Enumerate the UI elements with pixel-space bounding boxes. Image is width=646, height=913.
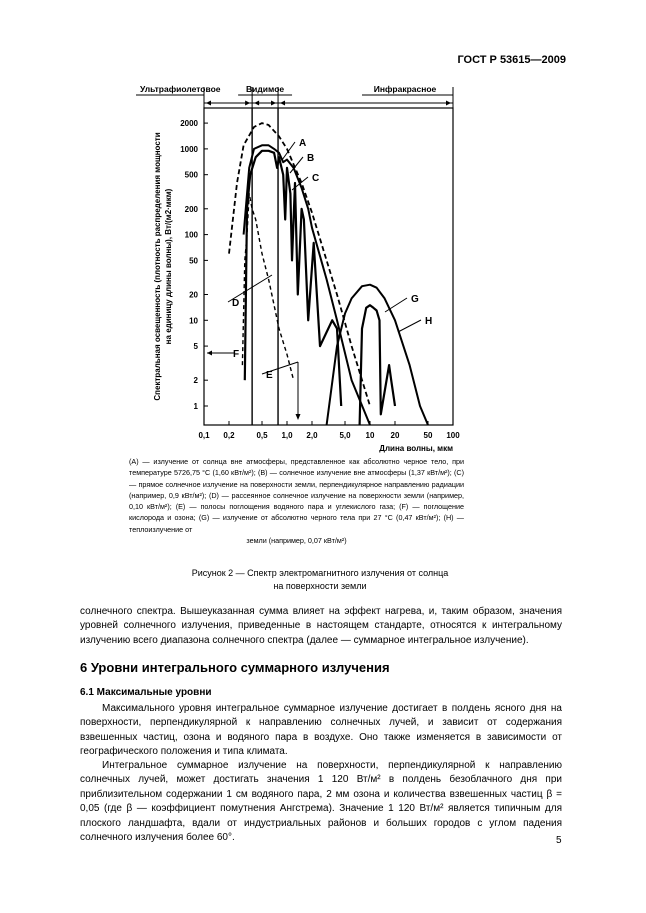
marker-arrow-e — [296, 414, 301, 420]
curve-label-c: C — [312, 173, 320, 184]
caption-line-2: на поверхности земли — [273, 581, 367, 591]
x-tick-label: 1,0 — [281, 431, 293, 440]
x-tick-label: 10 — [365, 431, 375, 440]
x-axis-label: Длина волны, мкм — [379, 444, 453, 453]
legend-last-line: земли (например, 0,07 кВт/м²) — [246, 536, 347, 546]
region-label: Инфракрасное — [373, 84, 437, 94]
page-number: 5 — [556, 835, 562, 846]
curve-label-e: E — [266, 370, 273, 381]
y-tick-label: 1 — [193, 401, 198, 411]
region-label: Ультрафиолетовое — [140, 84, 221, 94]
y-tick-label: 2000 — [180, 119, 198, 129]
y-tick-label: 200 — [184, 204, 198, 214]
x-tick-label: 2,0 — [306, 431, 318, 440]
y-tick-label: 50 — [189, 256, 198, 266]
series-d — [242, 194, 293, 381]
curve-label-b: B — [307, 153, 315, 164]
curve-label-a: A — [299, 138, 307, 149]
region-bar — [136, 84, 453, 108]
x-tick-label: 20 — [390, 431, 400, 440]
curve-label-d: D — [232, 298, 240, 309]
series-h — [360, 305, 395, 425]
figure-legend — [129, 456, 464, 546]
subsection-title: 6.1 Максимальные уровни — [80, 687, 212, 698]
y-axis-label-line-2: на единицу длины волны), Вт/(м2·мкм) — [164, 188, 173, 345]
curve-label-g: G — [411, 294, 419, 305]
x-tick-label: 0,5 — [256, 431, 268, 440]
y-tick-label: 5 — [193, 342, 198, 352]
curve-label-h: H — [425, 316, 433, 327]
section-title: 6 Уровни интегрального суммарного излучения — [80, 660, 390, 675]
document-id: ГОСТ Р 53615—2009 — [457, 54, 566, 66]
marker-arrow-f — [207, 351, 212, 356]
figure-caption — [120, 567, 520, 593]
x-tick-label: 50 — [423, 431, 433, 440]
y-tick-label: 100 — [184, 230, 198, 240]
region-arrowhead — [254, 101, 259, 106]
y-tick-label: 2 — [193, 376, 198, 386]
x-tick-label: 0,1 — [198, 431, 210, 440]
y-tick-label: 10 — [189, 316, 198, 326]
region-arrowhead — [271, 101, 276, 106]
paragraph-3: Интегральное суммарное излучение на поверхности, перпендикулярной к направлению солнечных лучей, может достигать значения 1 120 Вт/м² в полдень безоблачного дня при приблизительном содержании 1 см водяного пара, 2 мм озона и количества взвешенных частиц β = 0,05 (где β — коэффициент помутнения Ангстрема). Значение 1 120 Вт/м² является типичным для плоского ландшафта, вдали от индустриальных районов и больших городов с углом падения солнечного излучения более 60°. — [80, 760, 562, 844]
y-tick-label: 500 — [184, 170, 198, 180]
paragraph-1: солнечного спектра. Вышеуказанная сумма влияет на эффект нагрева, и, таким образом, значения уровней солнечного излучения, приведенные в настоящем стандарте, относятся к интегральному излучению всего диапазона солнечного спектра (далее — суммарное интегральное излучение). — [80, 606, 562, 646]
region-arrowhead — [245, 101, 250, 106]
y-axis-label-line-1: Спектральная освещенность (плотность распределения мощности — [153, 132, 162, 401]
region-arrowhead — [280, 101, 285, 106]
x-tick-label: 0,2 — [223, 431, 235, 440]
paragraph-2: Максимального уровня интегральное суммарное излучение достигает в полдень ясного дня на поверхности, перпендикулярной к направлению солнечных лучей, и зависит от содержания взвешенных частиц, озона и водяного пара в воздухе. Оно также изменяется в зависимости от географического положения и типа климата. — [80, 703, 562, 758]
region-label: Видимое — [246, 84, 285, 94]
y-tick-label: 1000 — [180, 144, 198, 154]
region-arrowhead — [206, 101, 211, 106]
y-axis-label — [153, 132, 173, 400]
legend-text: (А) — излучение от солнца вне атмосферы, представленное как абсолютно черное тело, при температуре 5726,75 °С (1,60 кВт/м²); (B) — солнечное излучение вне атмосферы (1,37 кВт/м²); (С) — прямое солнечное излучение на поверхности земли, перпендикулярное направлению радиации (например, 0,9 кВт/м²); (D) — рассеянное солнечное излучение на поверхности земли (например, 0,10 кВт/м²); (Е) — полосы поглощения водяного пара и углекислого газа; (F) — поглощение кислорода и озона; (G) — излучение от абсолютно черного тела при 27 °С (0,47 кВт/м²); (Н) — теплоизлучение от — [129, 457, 464, 534]
caption-line-1: Рисунок 2 — Спектр электромагнитного излучения от солнца — [191, 568, 449, 578]
curve-label-f: F — [233, 349, 240, 360]
y-tick-label: 20 — [189, 290, 198, 300]
marker-line-h — [398, 320, 421, 332]
x-tick-label: 5,0 — [339, 431, 351, 440]
chart-series — [229, 123, 428, 425]
x-tick-label: 100 — [446, 431, 460, 440]
curve-markers — [207, 138, 432, 420]
region-arrowhead — [446, 101, 451, 106]
